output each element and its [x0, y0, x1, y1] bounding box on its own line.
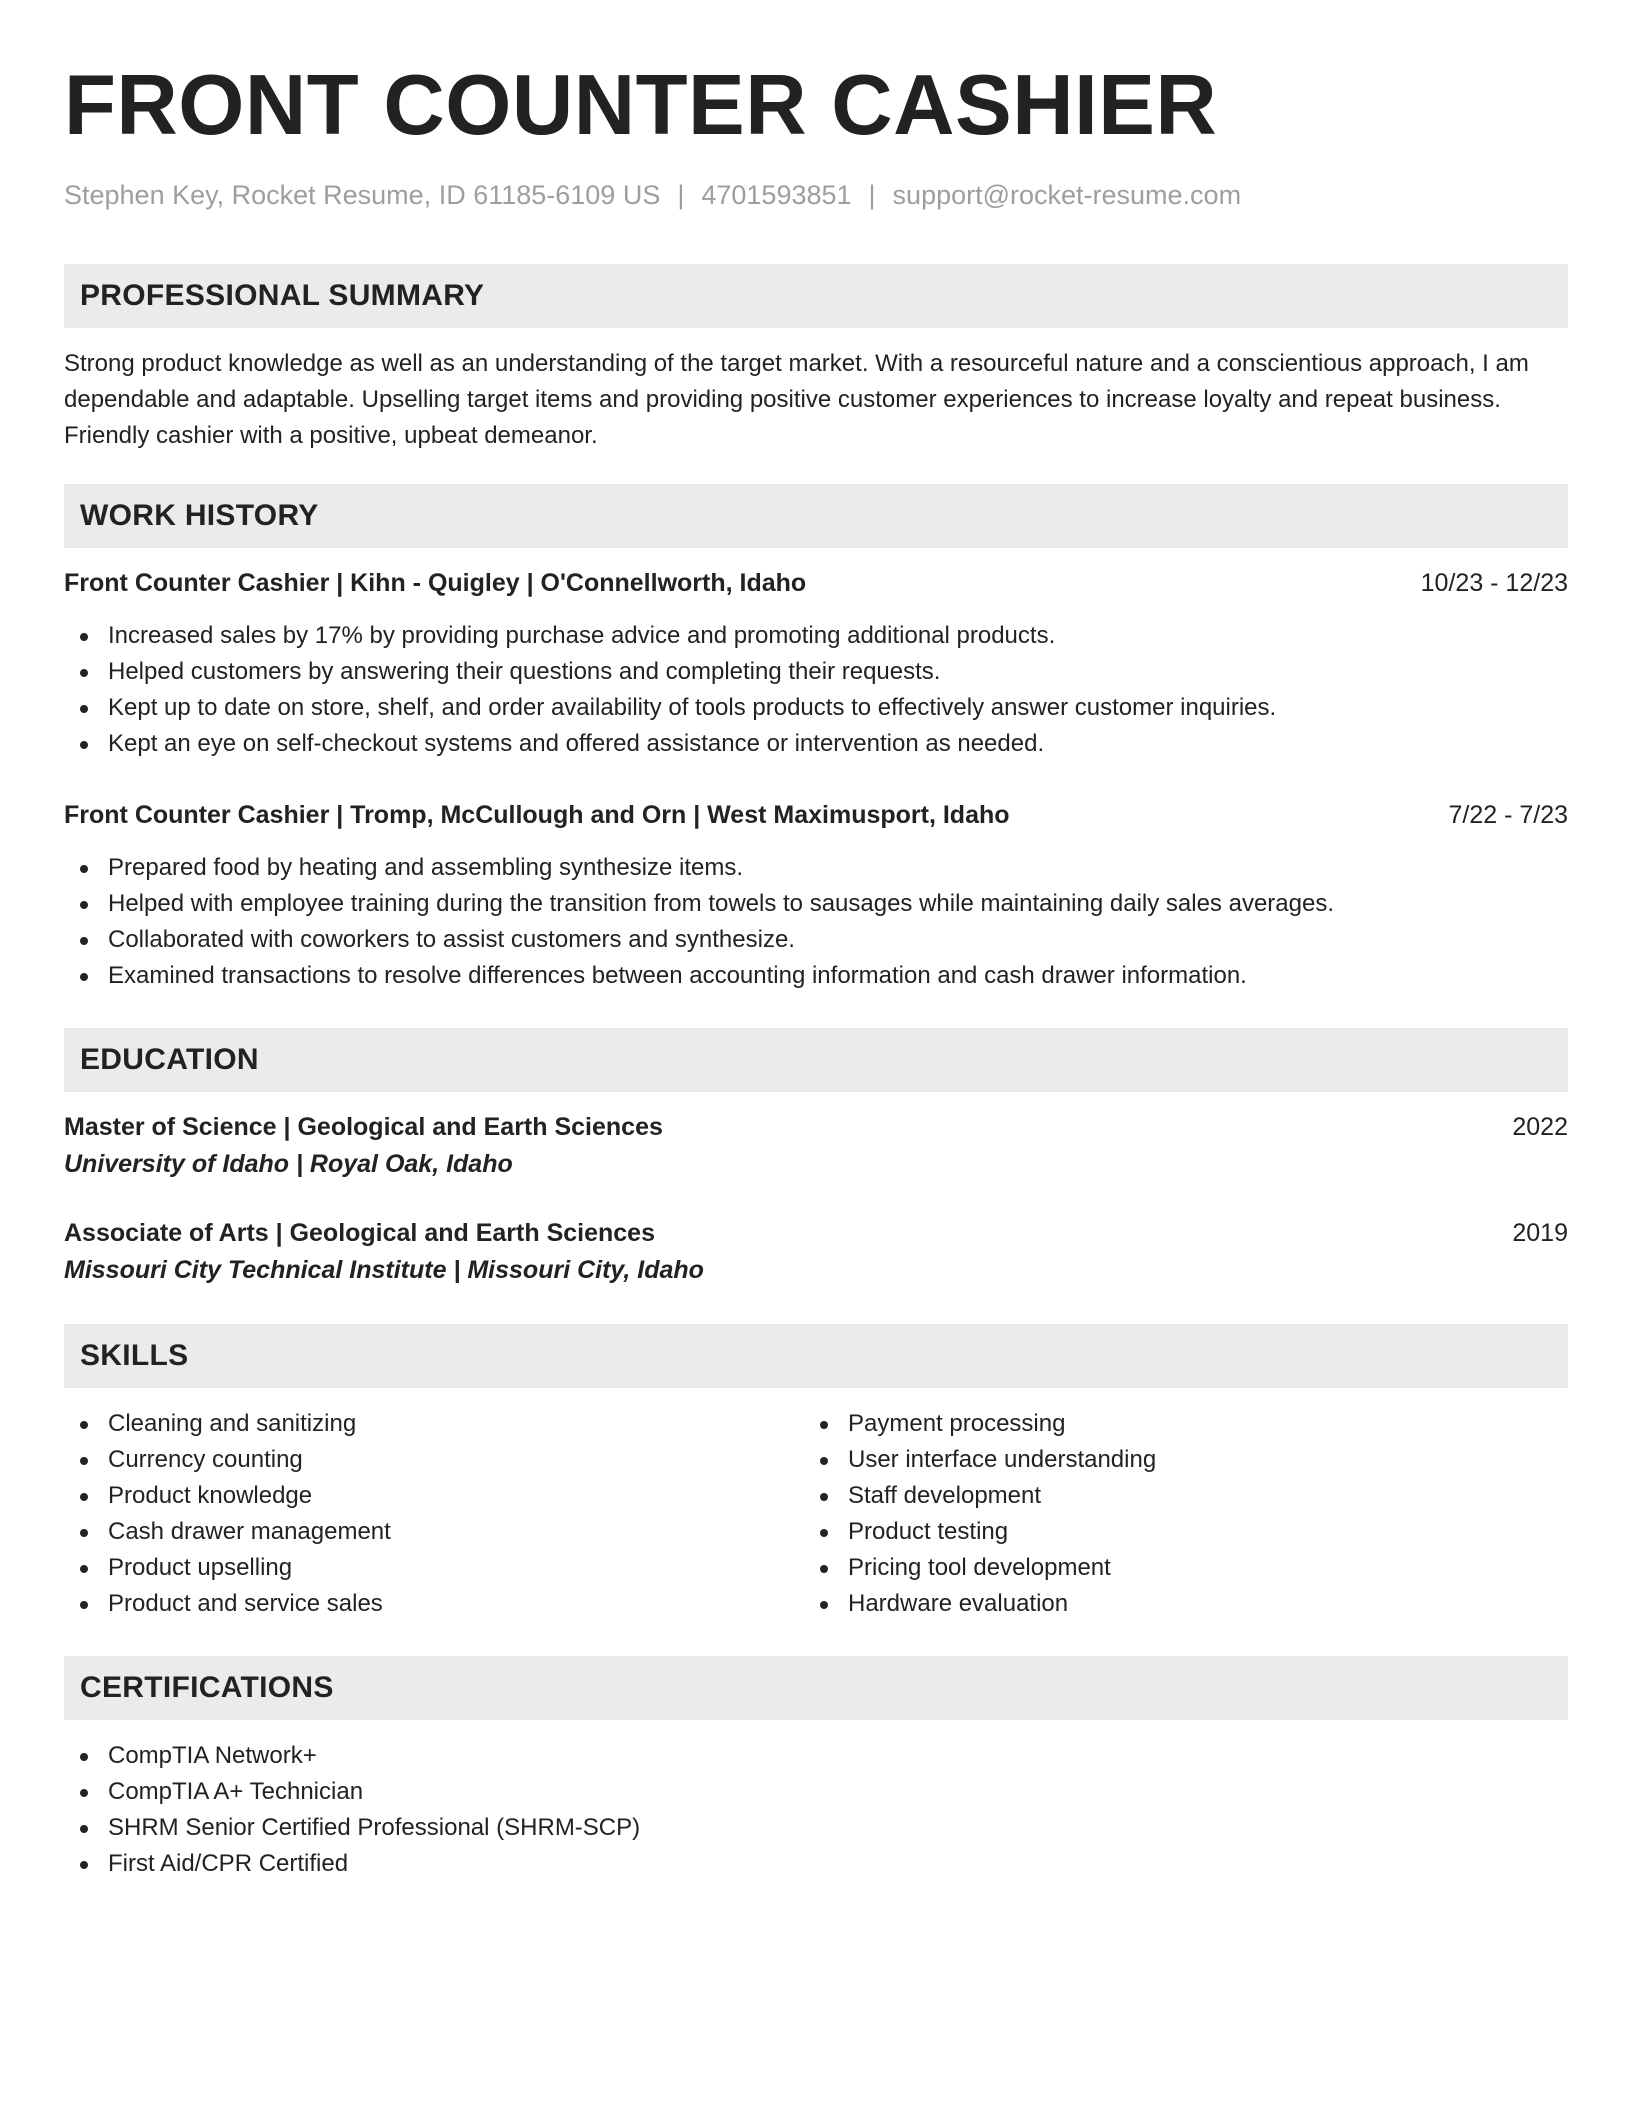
- education-header: [64, 1110, 1568, 1144]
- section-heading-skills: SKILLS: [64, 1324, 1568, 1388]
- education-school: Missouri City Technical Institute | Missouri City, Idaho: [64, 1256, 704, 1284]
- summary-text: Strong product knowledge as well as an understanding of the target market. With a resourceful nature and a conscientious approach, I am dependable and adaptable. Upselling target items and providing positive customer experiences to increase loyalty and repeat business. Friendly cashier with a positive, upbeat demeanor.: [64, 350, 1529, 449]
- education-year: 2019: [1512, 1219, 1568, 1247]
- section-heading-summary: PROFESSIONAL SUMMARY: [64, 264, 1568, 328]
- education-section: [64, 1028, 1568, 1290]
- job-bullet: Increased sales by 17% by providing purchase advice and promoting additional products.: [64, 618, 1568, 654]
- certifications-list: [64, 1738, 1568, 1882]
- certifications-section: [64, 1656, 1568, 1882]
- job-bullet: Kept an eye on self-checkout systems and offered assistance or intervention as needed.: [64, 726, 1568, 762]
- job-bullet: Helped customers by answering their questions and completing their requests.: [64, 654, 1568, 690]
- resume-page: [64, 0, 1568, 1882]
- contact-email: support@rocket-resume.com: [892, 180, 1242, 210]
- job-bullet-list: [64, 850, 1568, 994]
- skill-item: Hardware evaluation: [804, 1586, 1544, 1622]
- job-bullet: Helped with employee training during the transition from towels to sausages while maintaining daily sales averages.: [64, 886, 1568, 922]
- skill-item: User interface understanding: [804, 1442, 1544, 1478]
- certification-item: First Aid/CPR Certified: [64, 1846, 1568, 1882]
- job-title: Front Counter Cashier | Tromp, McCullough and Orn | West Maximusport, Idaho: [64, 801, 1010, 829]
- job-dates: 10/23 - 12/23: [1420, 569, 1568, 597]
- job-entry: [64, 798, 1568, 994]
- contact-separator: |: [868, 180, 876, 210]
- work-history-section: [64, 484, 1568, 994]
- summary-section: [64, 264, 1568, 454]
- contact-address: Stephen Key, Rocket Resume, ID 61185-6109 US: [64, 180, 661, 210]
- contact-separator: |: [677, 180, 685, 210]
- skills-column-left: [64, 1406, 804, 1622]
- contact-line: [64, 178, 1568, 212]
- skill-item: Currency counting: [64, 1442, 804, 1478]
- section-heading-education: EDUCATION: [64, 1028, 1568, 1092]
- education-entry: [64, 1216, 1568, 1290]
- job-header: [64, 798, 1568, 832]
- education-entry: [64, 1110, 1568, 1184]
- skills-column-right: [804, 1406, 1544, 1622]
- education-header: [64, 1216, 1568, 1250]
- skill-item: Product upselling: [64, 1550, 804, 1586]
- skill-item: Staff development: [804, 1478, 1544, 1514]
- skills-list: [64, 1406, 804, 1622]
- skill-item: Product testing: [804, 1514, 1544, 1550]
- job-bullet: Prepared food by heating and assembling synthesize items.: [64, 850, 1568, 886]
- education-degree: Associate of Arts | Geological and Earth Sciences: [64, 1219, 655, 1247]
- certification-item: CompTIA A+ Technician: [64, 1774, 1568, 1810]
- job-entry: [64, 566, 1568, 762]
- skills-section: [64, 1324, 1568, 1622]
- job-dates: 7/22 - 7/23: [1448, 801, 1568, 829]
- job-header: [64, 566, 1568, 600]
- job-bullet: Examined transactions to resolve differences between accounting information and cash drawer information.: [64, 958, 1568, 994]
- skill-item: Product and service sales: [64, 1586, 804, 1622]
- skill-item: Product knowledge: [64, 1478, 804, 1514]
- certification-item: CompTIA Network+: [64, 1738, 1568, 1774]
- skill-item: Pricing tool development: [804, 1550, 1544, 1586]
- section-heading-work-history: WORK HISTORY: [64, 484, 1568, 548]
- skill-item: Cleaning and sanitizing: [64, 1406, 804, 1442]
- skill-item: Cash drawer management: [64, 1514, 804, 1550]
- job-bullet: Kept up to date on store, shelf, and order availability of tools products to effectively answer customer inquiries.: [64, 690, 1568, 726]
- job-bullet-list: [64, 618, 1568, 762]
- section-heading-certifications: CERTIFICATIONS: [64, 1656, 1568, 1720]
- skills-list: [804, 1406, 1544, 1622]
- education-degree: Master of Science | Geological and Earth Sciences: [64, 1113, 663, 1141]
- education-year: 2022: [1512, 1113, 1568, 1141]
- contact-phone: 4701593851: [701, 180, 852, 210]
- job-title: Front Counter Cashier | Kihn - Quigley | O'Connellworth, Idaho: [64, 569, 807, 597]
- skills-grid: [64, 1406, 1568, 1622]
- skill-item: Payment processing: [804, 1406, 1544, 1442]
- job-bullet: Collaborated with coworkers to assist customers and synthesize.: [64, 922, 1568, 958]
- resume-title: FRONT COUNTER CASHIER: [64, 58, 1218, 153]
- education-school: University of Idaho | Royal Oak, Idaho: [64, 1150, 513, 1178]
- certification-item: SHRM Senior Certified Professional (SHRM-SCP): [64, 1810, 1568, 1846]
